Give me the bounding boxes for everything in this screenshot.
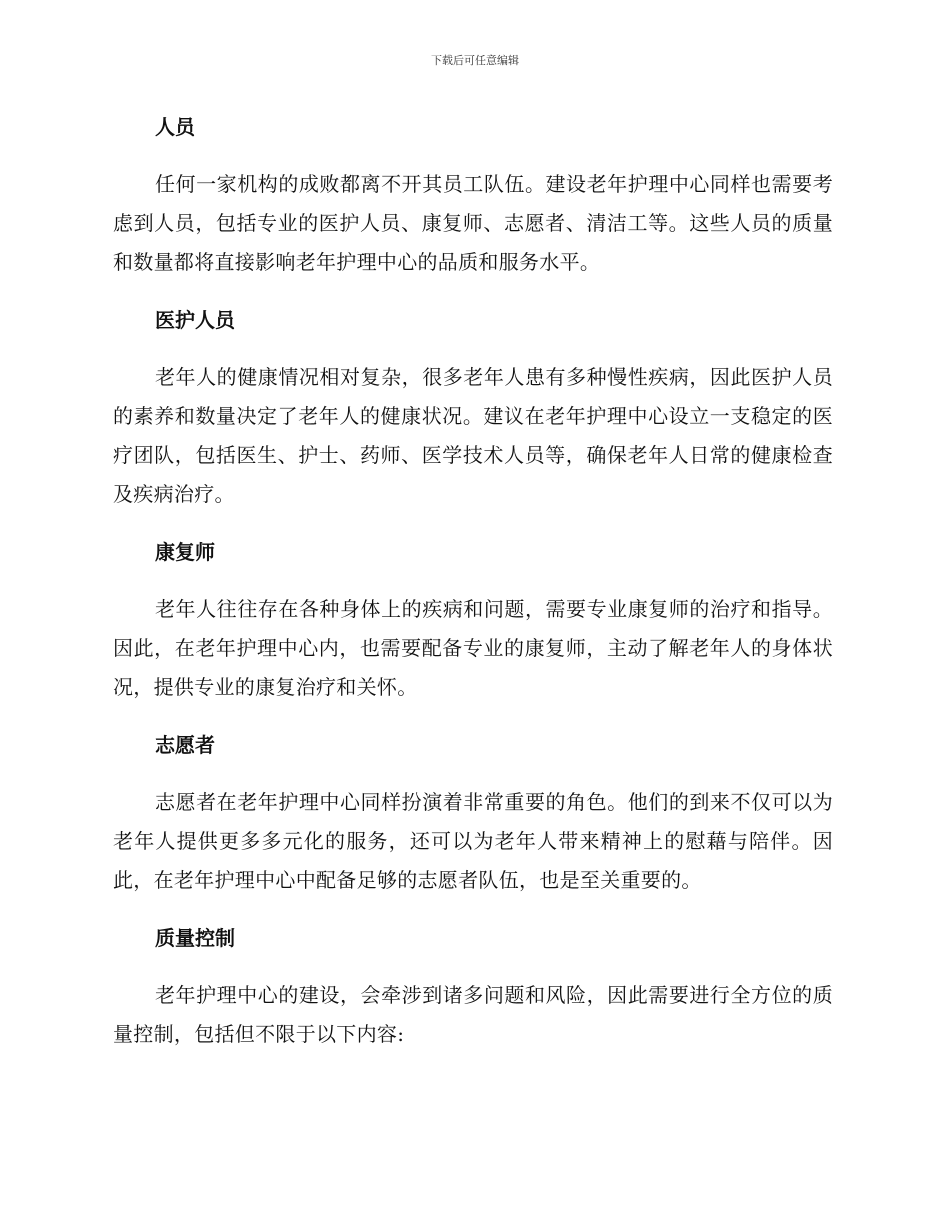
section-heading-rehab-therapist: 康复师	[155, 540, 215, 564]
section-paragraph-medical-staff: 老年人的健康情况相对复杂，很多老年人患有多种慢性疾病，因此医护人员的素养和数量决定了老年人的健康状况。建议在老年护理中心设立一支稳定的医疗团队，包括医生、护士、药师、医学技术人员等，确保老年人日常的健康检查及疾病治疗。	[113, 365, 833, 506]
section-paragraph-rehab-therapist: 老年人往往存在各种身体上的疾病和问题，需要专业康复师的治疗和指导。因此，在老年护理中心内，也需要配备专业的康复师，主动了解老年人的身体状况，提供专业的康复治疗和关怀。	[113, 597, 833, 699]
section-paragraph-staff: 任何一家机构的成败都离不开其员工队伍。建设老年护理中心同样也需要考虑到人员，包括专业的医护人员、康复师、志愿者、清洁工等。这些人员的质量和数量都将直接影响老年护理中心的品质和服务水平。	[113, 172, 833, 274]
section-heading-staff: 人员	[155, 115, 195, 139]
section-paragraph-volunteers: 志愿者在老年护理中心同样扮演着非常重要的角色。他们的到来不仅可以为老年人提供更多多元化的服务，还可以为老年人带来精神上的慰藉与陪伴。因此，在老年护理中心中配备足够的志愿者队伍，也是至关重要的。	[113, 790, 833, 892]
page-header-note: 下载后可任意编辑	[431, 54, 519, 67]
document-body	[113, 108, 833, 1073]
section-paragraph-quality-control: 老年护理中心的建设，会牵涉到诸多问题和风险，因此需要进行全方位的质量控制，包括但不限于以下内容:	[113, 983, 833, 1046]
section-heading-medical-staff: 医护人员	[155, 308, 235, 332]
section-heading-volunteers: 志愿者	[155, 733, 215, 757]
section-heading-quality-control: 质量控制	[155, 926, 235, 950]
